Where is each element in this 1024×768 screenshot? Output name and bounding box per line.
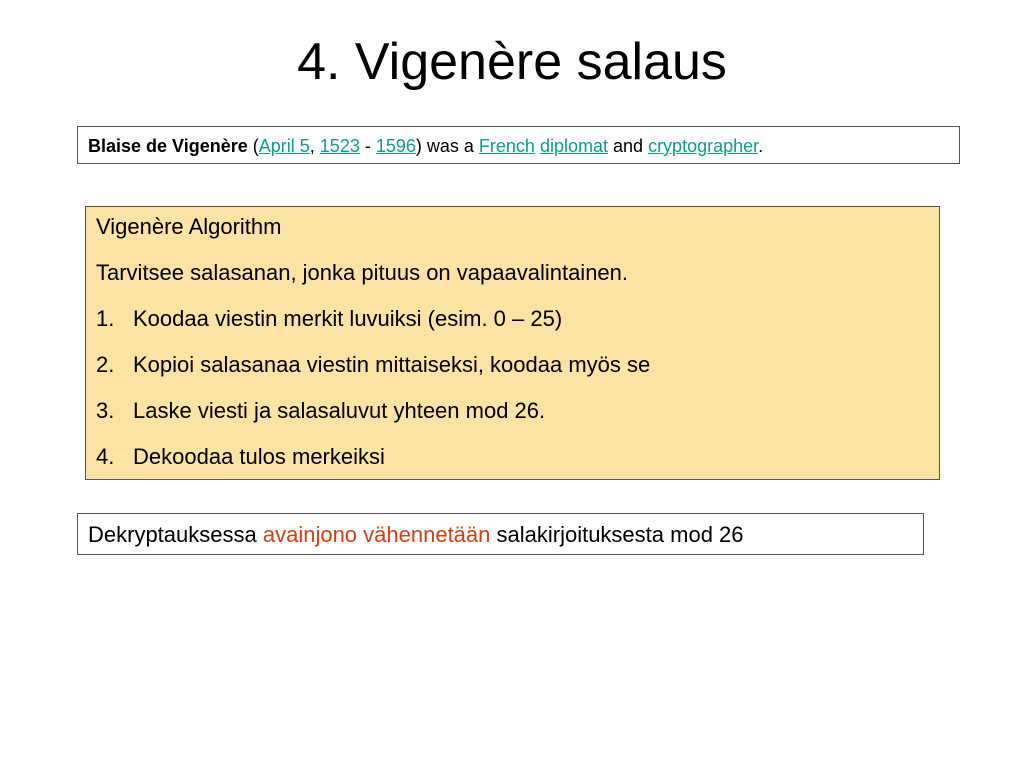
algorithm-step	[96, 399, 929, 423]
bio-period: .	[758, 136, 764, 156]
decryption-prefix: Dekryptauksessa	[88, 522, 263, 547]
link-1596[interactable]: 1596	[375, 136, 416, 156]
step-number: 2.	[96, 352, 115, 377]
algorithm-step	[96, 445, 929, 469]
link-french[interactable]: French	[478, 136, 535, 156]
step-text: Kopioi salasanaa viestin mittaiseksi, koodaa myös se	[133, 352, 651, 377]
link-diplomat[interactable]: diplomat	[539, 136, 609, 156]
algorithm-step	[96, 307, 929, 331]
step-number: 3.	[96, 398, 115, 423]
bio-box	[77, 126, 960, 164]
step-text: Dekoodaa tulos merkeiksi	[133, 444, 385, 469]
link-cryptographer[interactable]: cryptographer	[648, 136, 759, 156]
link-april-5[interactable]: April 5	[258, 136, 310, 156]
bio-dash: -	[359, 136, 376, 156]
slide-title: 4. Vigenère salaus	[297, 33, 727, 91]
step-number: 4.	[96, 444, 115, 469]
decryption-highlight: avainjono vähennetään	[262, 522, 491, 547]
algorithm-steps	[96, 307, 929, 469]
bio-open-paren: (	[247, 136, 259, 156]
bio-and: and	[608, 136, 649, 156]
algorithm-heading: Vigenère Algorithm	[96, 214, 282, 239]
bio-was-a: ) was a	[415, 136, 479, 156]
algorithm-intro: Tarvitsee salasanan, jonka pituus on vapaavalintainen.	[96, 260, 629, 285]
step-text: Koodaa viestin merkit luvuiksi (esim. 0 – 25)	[133, 306, 563, 331]
bio-comma: ,	[309, 136, 320, 156]
algorithm-step	[96, 353, 929, 377]
step-text: Laske viesti ja salasaluvut yhteen mod 26.	[133, 398, 546, 423]
bio-name: Blaise de Vigenère	[88, 136, 248, 156]
decryption-box	[77, 513, 924, 555]
decryption-suffix: salakirjoituksesta mod 26	[490, 522, 744, 547]
algorithm-box	[85, 206, 940, 480]
link-1523[interactable]: 1523	[319, 136, 360, 156]
step-number: 1.	[96, 306, 115, 331]
